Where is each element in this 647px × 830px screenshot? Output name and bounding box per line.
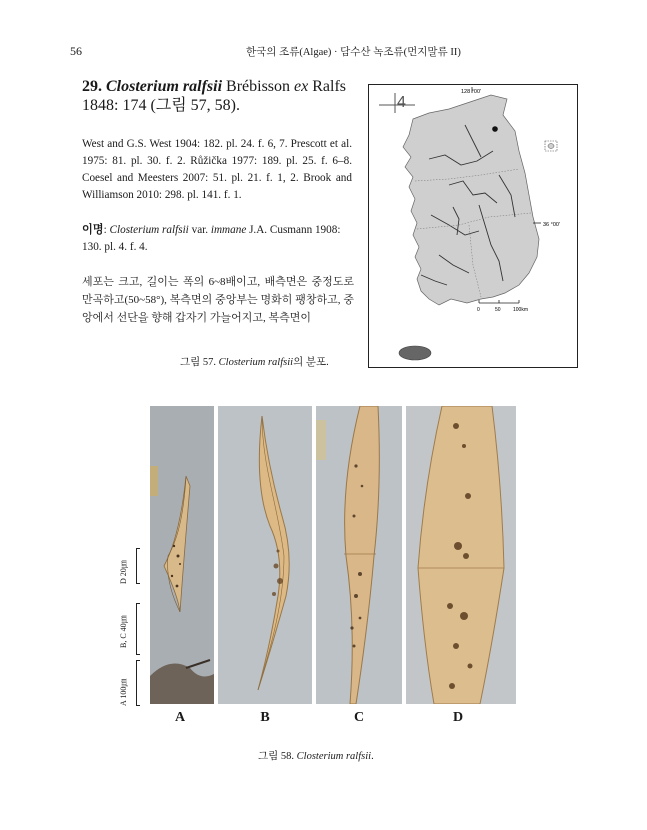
occurrence-dot bbox=[492, 126, 498, 132]
author-ex: ex bbox=[294, 78, 309, 95]
description: 세포는 크고, 길이는 폭의 6~8배이고, 배측면은 중정도로 만곡하고(50~58°), 복측면의 중앙부는 명화히 팽창하고, 중앙에서 선단을 향해 갑자기 가늘어지고, 복측면이 bbox=[82, 276, 354, 324]
synonym-var: var. bbox=[188, 224, 211, 236]
running-title: 한국의 조류(Algae) · 담수산 녹조류(먼지말류 II) bbox=[246, 47, 461, 58]
scalebar-bc-label: B, C 40㎛ bbox=[119, 615, 128, 648]
fig57-species: Closterium ralfsii bbox=[218, 357, 294, 368]
entry-number: 29. bbox=[82, 78, 102, 95]
jeju-island bbox=[399, 346, 431, 360]
synonym-label: 이명 bbox=[82, 224, 104, 236]
scale-100: 100km bbox=[513, 307, 529, 313]
distribution-map bbox=[368, 84, 578, 368]
panel-label-c: C bbox=[353, 710, 365, 725]
scalebar-a-label: A 100㎛ bbox=[119, 678, 128, 706]
scale-0: 0 bbox=[477, 307, 480, 313]
fig58-suffix: . bbox=[371, 751, 374, 762]
scalebar-a bbox=[136, 660, 140, 706]
panel-label-d: D bbox=[452, 710, 464, 725]
synonym-var-name: immane bbox=[210, 224, 247, 236]
figure-58-caption bbox=[258, 748, 374, 763]
synonym-rest: J.A. Cusmann 1908: 130. pl. 4. f. 4. bbox=[82, 224, 341, 253]
scalebar-d-label: D 20㎛ bbox=[119, 560, 128, 584]
photo-panel-a bbox=[150, 406, 214, 704]
map-lat-label: 36 °00' bbox=[543, 222, 561, 228]
map-corner-mark: 4 bbox=[397, 94, 406, 111]
synonym bbox=[82, 222, 352, 256]
scalebar-bc bbox=[136, 603, 140, 655]
panel-label-b: B bbox=[260, 710, 270, 725]
author-b: Ralfs bbox=[308, 78, 347, 95]
photo-panel-c bbox=[316, 406, 402, 704]
photo-panel-d bbox=[406, 406, 516, 704]
map-scale-bar bbox=[477, 300, 528, 313]
map-lon-label: 128 °00' bbox=[461, 89, 482, 95]
page-number: 56 bbox=[70, 44, 82, 58]
references: West and G.S. West 1904: 182. pl. 24. f. 6, 7. Prescott et al. 1975: 81. pl. 30. f. 2. Růžička 1977: 189. pl. 25. f. 6–8. Coesel and Meesters 2007: 51. pl. 21. f. 1, 2. Brook and Williamson 2010: 298. pl. 141. f. 1. bbox=[82, 138, 352, 201]
synonym-colon: : bbox=[103, 224, 110, 236]
author-a: Brébisson bbox=[226, 78, 295, 95]
species-heading bbox=[82, 77, 362, 115]
figure-57-caption bbox=[180, 354, 329, 369]
scalebar-d bbox=[136, 548, 140, 584]
panel-label-a: A bbox=[174, 710, 186, 725]
scale-50: 50 bbox=[495, 307, 501, 313]
fig57-prefix: 그림 57. bbox=[180, 357, 219, 368]
map-graphic bbox=[369, 85, 579, 369]
fig57-suffix: 의 분포. bbox=[293, 357, 329, 368]
heading-line2: 1848: 174 (그림 57, 58). bbox=[82, 97, 241, 114]
fig58-prefix: 그림 58. bbox=[258, 751, 297, 762]
korea-peninsula bbox=[403, 95, 539, 305]
synonym-name: Closterium ralfsii bbox=[109, 224, 189, 236]
fig58-species: Closterium ralfsii bbox=[296, 751, 372, 762]
photo-panel-b bbox=[218, 406, 312, 704]
species-name: Closterium ralfsii bbox=[106, 78, 223, 95]
